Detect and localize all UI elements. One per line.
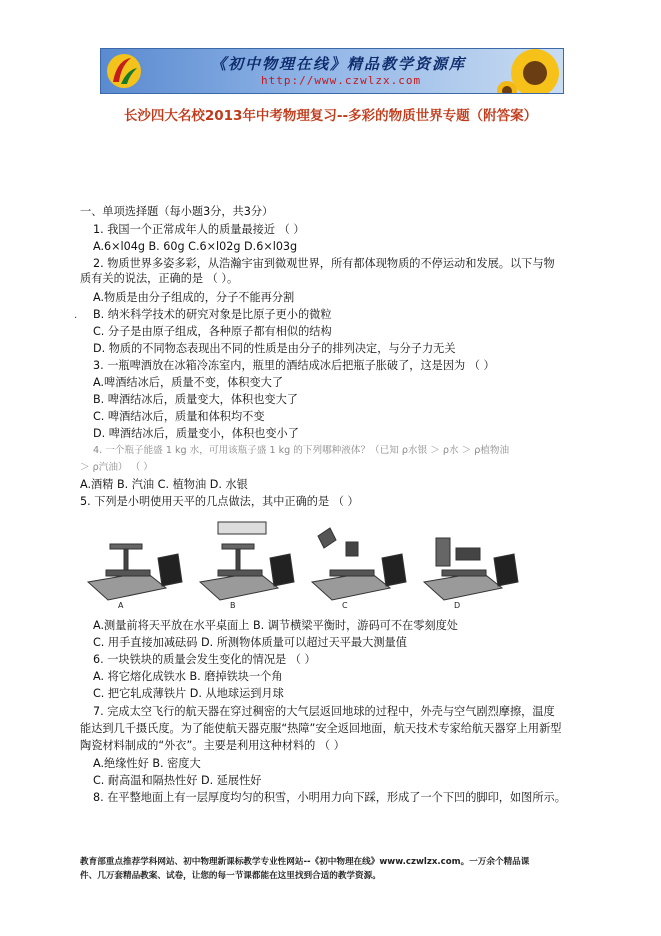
figure-d bbox=[424, 538, 518, 600]
question-7-options-ab: A.绝缘性好 B. 密度大 bbox=[93, 757, 201, 770]
figure-label-c: C bbox=[342, 601, 348, 610]
margin-dot: . bbox=[74, 310, 78, 321]
figure-a bbox=[88, 544, 182, 600]
banner-title: 《初中物理在线》精品教学资源库 bbox=[211, 55, 467, 73]
question-7-cont-2: 陶瓷材料制成的“外衣”。主要是利用这种材料的 （ ） bbox=[80, 739, 345, 752]
question-2: 2. 物质世界多姿多彩，从浩瀚宇宙到微观世界，所有都体现物质的不停运动和发展。以下与物 bbox=[93, 257, 555, 270]
footer-line-2: 件、几万套精品教案、试卷，让您的每一节课都能在这里找到合适的教学资源。 bbox=[80, 871, 381, 881]
question-2-option-d: D. 物质的不同物态表现出不同的性质是由分子的排列决定，与分子力无关 bbox=[93, 342, 456, 355]
figure-b bbox=[200, 522, 294, 600]
question-2-option-b: B. 纳米科学技术的研究对象是比原子更小的微粒 bbox=[93, 308, 332, 321]
question-3: 3. 一瓶啤酒放在冰箱冷冻室内，瓶里的酒结成冰后把瓶子胀破了，这是因为 （ ） bbox=[93, 359, 495, 372]
question-3-option-d: D. 啤酒结冰后，质量变小，体积也变小了 bbox=[93, 427, 299, 440]
document-title: 长沙四大名校2013年中考物理复习--多彩的物质世界专题（附答案） bbox=[123, 108, 538, 124]
header-banner bbox=[100, 48, 564, 94]
question-2-option-a: A.物质是由分子组成的，分子不能再分割 bbox=[93, 291, 295, 304]
figure-label-d: D bbox=[454, 601, 461, 610]
question-5: 5. 下列是小明使用天平的几点做法，其中正确的是 （ ） bbox=[80, 495, 359, 508]
question-4-options: A.酒精 B. 汽油 C. 植物油 D. 水银 bbox=[80, 478, 248, 491]
question-6: 6. 一块铁块的质量会发生变化的情况是 （ ） bbox=[93, 653, 316, 666]
footer-line-1: 教育部重点推荐学科网站、初中物理新课标教学专业性网站--《初中物理在线》www.czwlzx.com。一万余个精品课 bbox=[80, 857, 530, 867]
figure-label-b: B bbox=[230, 601, 236, 610]
question-1-options: A.6×l04g B. 60g C.6×l02g D.6×l03g bbox=[93, 240, 298, 253]
sunflower-icon bbox=[495, 48, 564, 94]
figure-c bbox=[312, 528, 406, 600]
question-4-cont: ＞ ρ汽油） （ ） bbox=[80, 462, 153, 473]
question-5-options-ab: A.测量前将天平放在水平桌面上 B. 调节横梁平衡时，游码可不在零刻度处 bbox=[93, 619, 458, 632]
question-3-option-c: C. 啤酒结冰后，质量和体积均不变 bbox=[93, 410, 265, 423]
question-5-options-cd: C. 用手直接加减砝码 D. 所测物体质量可以超过天平最大测量值 bbox=[93, 636, 407, 649]
question-7: 7. 完成太空飞行的航天器在穿过稠密的大气层返回地球的过程中，外壳与空气剧烈摩擦，温度 bbox=[93, 705, 555, 718]
question-7-cont-1: 能达到几千摄氏度。为了能使航天器克服“热障”安全返回地面，航天技术专家给航天器穿上用新型 bbox=[80, 722, 562, 735]
question-2-option-c: C. 分子是由原子组成，各种原子都有相似的结构 bbox=[93, 325, 332, 338]
page-footer bbox=[80, 855, 600, 883]
site-logo bbox=[105, 52, 143, 90]
question-6-options-cd: C. 把它轧成薄铁片 D. 从地球运到月球 bbox=[93, 687, 284, 700]
question-8: 8. 在平整地面上有一层厚度均匀的积雪，小明用力向下踩，形成了一个下凹的脚印，如图所示。 bbox=[93, 791, 566, 804]
question-4: 4. 一个瓶子能盛 1 kg 水，可用该瓶子盛 1 kg 的下列哪种液体？（已知 ρ水银 ＞ ρ水 ＞ ρ植物油 bbox=[93, 445, 510, 456]
balance-figures bbox=[86, 518, 532, 610]
question-7-options-cd: C. 耐高温和隔热性好 D. 延展性好 bbox=[93, 774, 262, 787]
banner-url[interactable]: http://www.czwlzx.com bbox=[261, 74, 422, 87]
question-2-cont: 质有关的说法，正确的是 （ ）。 bbox=[80, 272, 239, 285]
section-heading: 一、单项选择题（每小题3分，共3分） bbox=[80, 205, 274, 218]
question-3-option-b: B. 啤酒结冰后，质量变大，体积也变大了 bbox=[93, 393, 298, 406]
question-1: 1. 我国一个正常成年人的质量最接近 （ ） bbox=[93, 223, 305, 236]
question-3-option-a: A.啤酒结冰后，质量不变，体积变大了 bbox=[93, 376, 284, 389]
figure-label-a: A bbox=[118, 601, 124, 610]
question-6-options-ab: A. 将它熔化成铁水 B. 磨掉铁块一个角 bbox=[93, 670, 283, 683]
